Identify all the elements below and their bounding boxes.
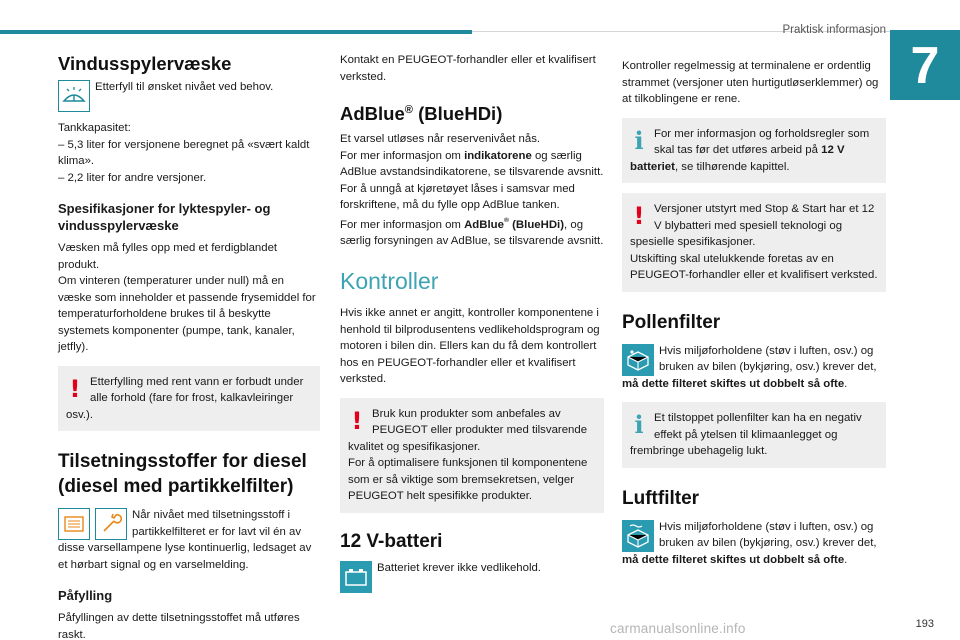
warning-text: Etterfylling med rent vann er forbudt under alle forhold (fare for frost, kalkavleiringer osv.). [66, 375, 304, 421]
additive-title: Tilsetningsstoffer for diesel (diesel med partikkelfilter) [58, 451, 307, 497]
page-number: 193 [915, 618, 934, 630]
chapter-number-tab: 7 [890, 30, 960, 100]
wrench-icon [95, 508, 127, 540]
washer-icon-row [58, 79, 320, 112]
adblue-title: AdBlue® (BlueHDi) [340, 103, 503, 125]
washer-icon-text: Etterfyll til ønsket nivået ved behov. [95, 81, 274, 93]
pollen-text: Hvis miljøforholdene (støv i luften, osv.) og bruken av bilen (bykjøring, osv.) krever det, må dette filteret skiftes ut dobbelt så ofte. [622, 344, 877, 390]
warning-box-stop-start [622, 193, 886, 292]
pollen-filter-icon [622, 344, 654, 376]
info-text: For mer informasjon og forholdsregler som skal tas før det utføres arbeid på 12 V batteriet, se tilhørende kapittel. [630, 127, 870, 173]
warning-icon: ! [351, 406, 363, 435]
air-filter-title: Luftfilter [622, 487, 700, 509]
warning-box-water [58, 366, 320, 432]
warning-paragraph-1: Bruk kun produkter som anbefales av PEUGEOT eller produkter med tilsvarende kvalitet og spesifikasjoner. [348, 407, 588, 453]
pollen-icon-row [622, 343, 886, 393]
adblue-line-2: For mer informasjon om indikatorene og særlig AdBlue avstandsindikatorene, se tilsvarende avsnitt. [340, 149, 604, 179]
info-icon: i [634, 410, 644, 439]
washer-fluid-title: Vindusspylervæske [58, 53, 232, 74]
capacity-line-2: – 2,2 liter for andre versjoner. [58, 171, 207, 184]
column-1 [58, 52, 320, 640]
pollen-filter-title: Pollenfilter [622, 311, 721, 333]
info-text: Et tilstoppet pollenfilter kan ha en negativ effekt på ytelsen til klimaanlegget og frembringe ubehagelig lukt. [630, 412, 862, 457]
air-filter-icon [622, 520, 654, 552]
battery-title: 12 V-batteri [340, 530, 443, 552]
info-icon: i [634, 125, 644, 155]
warning-paragraph-2: Utskifting skal utelukkende foretas av en PEUGEOT-forhandler eller et kvalifisert verksted. [630, 252, 878, 281]
check-text: Kontroller regelmessig at terminalene er ordentlig strammet (versjoner uten hurtigutløserklemmer) og at tilkoblingene er rene. [622, 60, 879, 105]
washer-icon [58, 80, 90, 112]
adblue-line-4: For mer informasjon om AdBlue® (BlueHDi), og særlig forsyningen av AdBlue, se tilsvarende avsnitt. [340, 217, 604, 247]
info-box-pollen [622, 402, 886, 468]
info-box-battery [622, 118, 886, 184]
spec-paragraph-1: Væsken må fylles opp med et ferdigblandet produkt. [58, 242, 278, 271]
warning-icon: ! [69, 374, 81, 403]
kontroller-text: Hvis ikke annet er angitt, kontroller komponentene i henhold til bilprodusentens vedlikeholdsprogram og motoren i bilen din. Ellers kan du få dem kontrollert hos en PEUGEOT-forhandler eller et kvalifisert verksted. [340, 307, 600, 386]
spec-paragraph-2: Om vinteren (temperaturer under null) må en væske som inneholder et passende frysemiddel for temperaturforholdene brukes til å beskytte systemets komponenter (pumpe, tank, kanaler, jetfly). [58, 275, 316, 353]
battery-text: Batteriet krever ikke vedlikehold. [377, 561, 541, 574]
additive-icon [58, 508, 90, 540]
warning-paragraph-1: Versjoner utstyrt med Stop & Start har et 12 V blybatteri med spesiell teknologi og spesielle spesifikasjoner. [630, 203, 875, 248]
warning-paragraph-2: For å optimalisere funksjonen til komponentene som er så viktige som bremsekretsen, velger PEUGEOT helt spesifikke produkter. [348, 457, 588, 503]
kontroller-title: Kontroller [340, 268, 439, 295]
spec-title: Spesifikasjoner for lyktespyler- og vindusspylervæske [58, 201, 271, 233]
contact-text: Kontakt en PEUGEOT-forhandler eller et kvalifisert verksted. [340, 54, 596, 83]
air-text: Hvis miljøforholdene (støv i luften, osv.) og bruken av bilen (bykjøring, osv.) krever det, må dette filteret skiftes ut dobbelt så ofte. [622, 520, 877, 566]
watermark: carmanualsonline.info [610, 621, 746, 636]
warning-box-products [340, 398, 604, 513]
warning-icon: ! [633, 202, 645, 230]
adblue-line-3: For å unngå at kjøretøyet låses i samsvar med forskriftene, må du fylle opp AdBlue tanken. [340, 182, 575, 212]
header-title: Praktisk informasjon [782, 24, 886, 36]
capacity-line-1: – 5,3 liter for versjonene beregnet på «svært kaldt klima». [58, 138, 310, 167]
column-2 [340, 52, 604, 593]
column-3 [622, 58, 886, 568]
capacity-label: Tankkapasitet: [58, 122, 131, 134]
battery-icon [340, 561, 372, 593]
battery-icon-row [340, 560, 604, 593]
additive-text: Når nivået med tilsetningsstoff i partikkelfilteret er for lavt vil én av disse varsellampene lyse kontinuerlig, ledsaget av et hørbart signal og en varselmelding. [58, 509, 312, 571]
adblue-line-1: Et varsel utløses når reservenivået nås. [340, 133, 541, 146]
additive-icon-row [58, 507, 320, 573]
header-accent-bar [0, 30, 472, 34]
air-icon-row [622, 519, 886, 569]
fill-title: Påfylling [58, 588, 113, 603]
fill-text: Påfyllingen av dette tilsetningsstoffet må utføres raskt. [58, 612, 300, 640]
